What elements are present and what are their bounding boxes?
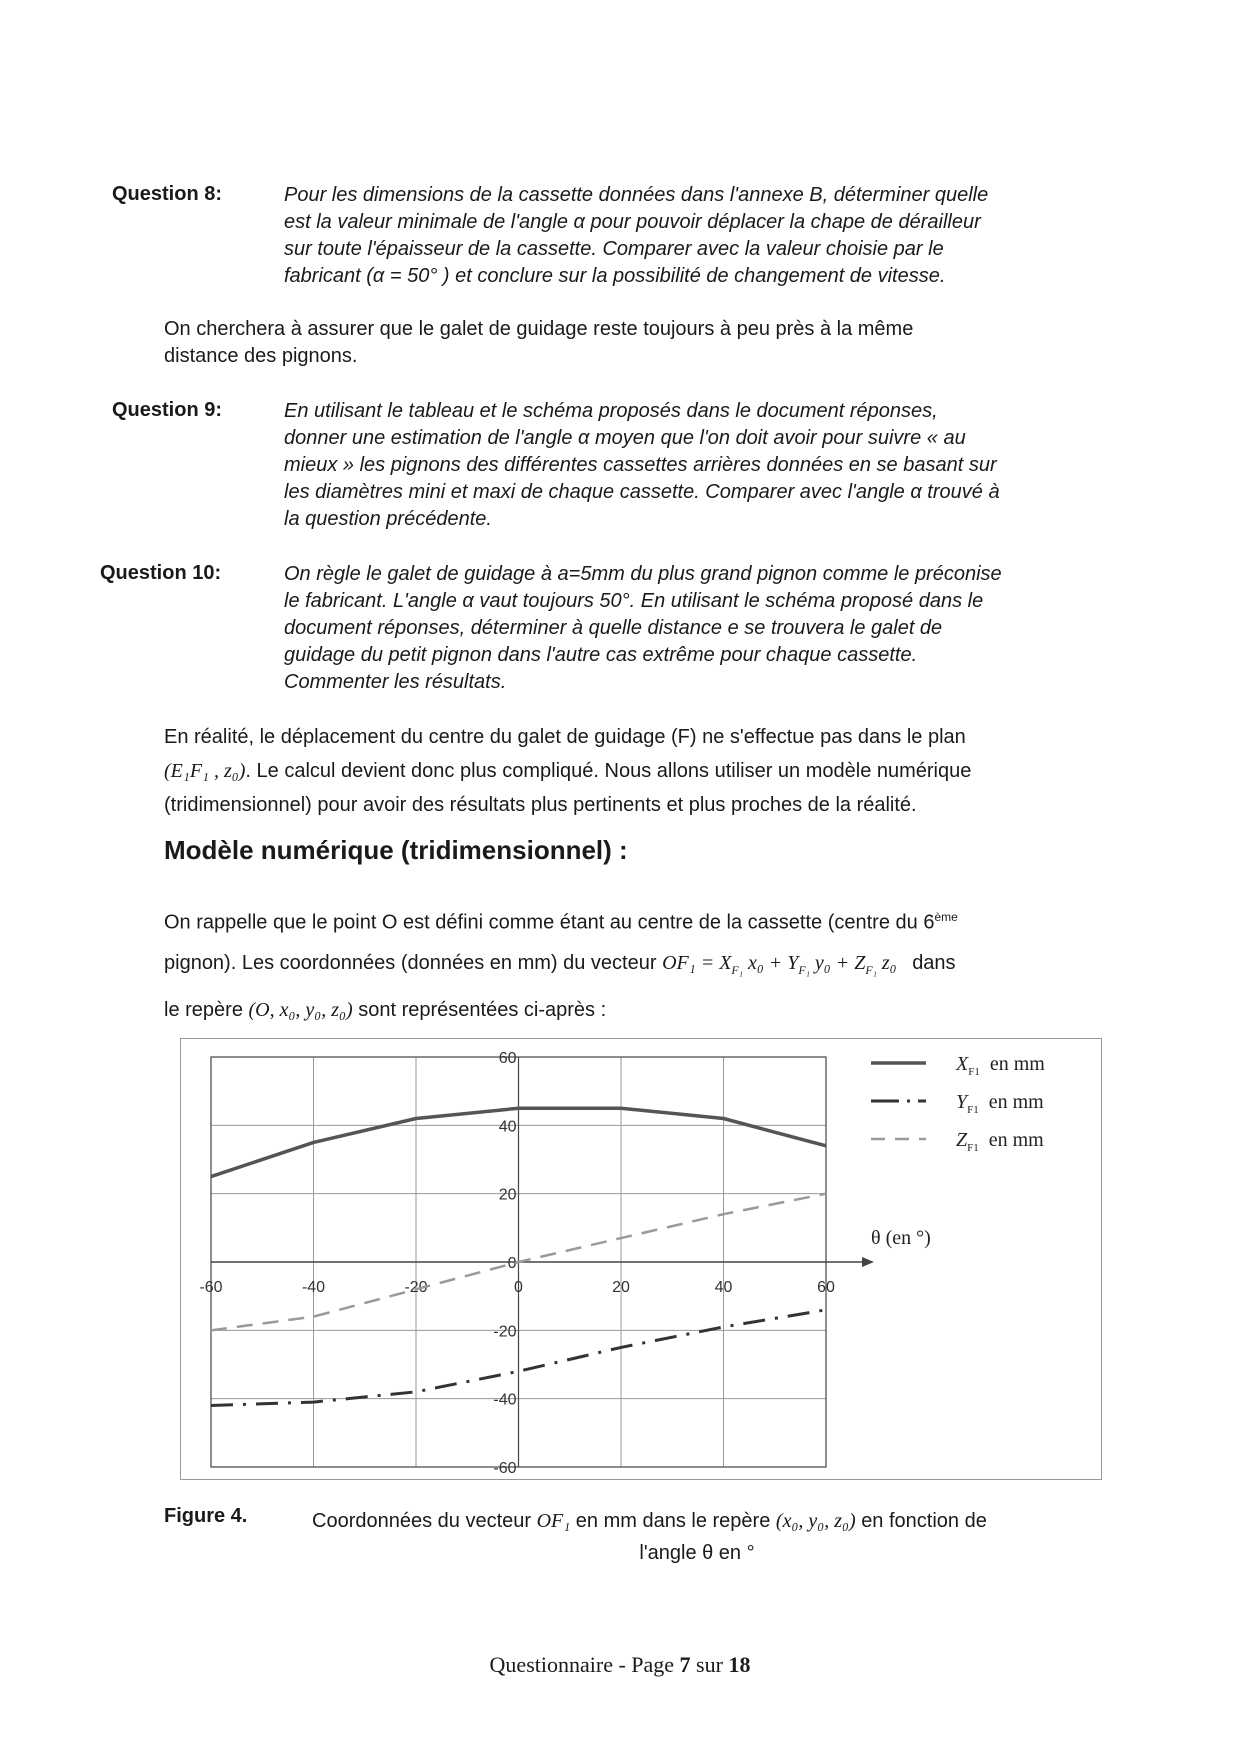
legend-entry: $Y_{F1}$ en mm — [956, 1091, 1044, 1116]
question-8-text — [284, 182, 1114, 290]
model-paragraph — [164, 897, 1124, 1030]
x-tick-label: 40 — [714, 1279, 733, 1296]
caption-text1: Coordonnées du vecteur — [312, 1510, 532, 1532]
y-tick-label: 0 — [507, 1255, 517, 1272]
y-tick-label: -20 — [493, 1323, 517, 1341]
intro-line: distance des pignons. — [164, 345, 358, 367]
question-10-text — [284, 561, 1114, 696]
page-total: 18 — [728, 1652, 751, 1677]
legend-entry: $Z_{F1}$ en mm — [956, 1129, 1044, 1154]
question-9-text — [284, 398, 1114, 533]
caption-line2: l'angle θ en ° — [639, 1542, 755, 1564]
reality-line: En réalité, le déplacement du centre du galet de guidage (F) ne s'effectue pas dans le plan — [164, 726, 966, 748]
intro-paragraph — [164, 316, 1124, 370]
model-line2-text: pignon). Les coordonnées (données en mm) du vecteur — [164, 951, 657, 974]
footer-prefix: Questionnaire - Page — [489, 1652, 680, 1677]
caption-text3: en fonction de — [861, 1510, 987, 1532]
q10-line: document réponses, déterminer à quelle distance e se trouvera le galet de — [284, 617, 943, 639]
q10-line: Commenter les résultats. — [284, 671, 507, 693]
x-tick-label: -60 — [199, 1279, 223, 1296]
x-tick-label: -20 — [404, 1279, 428, 1296]
caption-text2: en mm dans le repère — [575, 1510, 771, 1532]
question-10-label: Question 10: — [100, 562, 222, 584]
y-tick-label: 60 — [498, 1050, 517, 1067]
q10-line: le fabricant. L'angle α vaut toujours 50°. En utilisant le schéma proposé dans le — [284, 590, 984, 612]
page-footer — [0, 1652, 1240, 1678]
model-line2-tail: dans — [912, 951, 956, 974]
x-axis-arrow — [862, 1257, 874, 1267]
caption-frame: (x₀, y₀, z₀) — [775, 1510, 856, 1532]
y-tick-label: 20 — [498, 1186, 517, 1204]
vector-equation-head: OF₁ = X — [662, 951, 732, 974]
q10-line: On règle le galet de guidage à a=5mm du plus grand pignon comme le préconise — [284, 563, 1002, 585]
x-tick-label: 20 — [612, 1279, 630, 1296]
model-line — [164, 990, 1124, 1030]
y-tick-label: -40 — [493, 1391, 517, 1409]
reality-line-text: . Le calcul devient donc plus compliqué. Nous allons utiliser un modèle numérique — [245, 760, 972, 782]
section-title: Modèle numérique (tridimensionnel) : — [164, 835, 628, 865]
chart-svg — [181, 1039, 1101, 1479]
x-tick-label: 60 — [817, 1279, 835, 1296]
reality-line — [164, 754, 1124, 788]
ordinal-sup: ème — [934, 910, 958, 924]
q8-line: est la valeur minimale de l'angle α pour pouvoir déplacer la chape de dérailleur — [284, 211, 981, 233]
q10-line: guidage du petit pignon dans l'autre cas extrême pour chaque cassette. — [284, 644, 918, 666]
caption-vector: OF₁ — [536, 1510, 571, 1532]
plane-notation: (E₁F₁ , z₀) — [164, 760, 246, 782]
figure-caption — [312, 1505, 1122, 1569]
q9-line: mieux » les pignons des différentes cassettes arrières données en se basant sur — [284, 454, 997, 476]
reality-paragraph — [164, 720, 1124, 822]
x-axis-label: θ (en °) — [871, 1227, 931, 1249]
q9-line: En utilisant le tableau et le schéma proposés dans le document réponses, — [284, 400, 938, 422]
q8-line: Pour les dimensions de la cassette données dans l'annexe B, déterminer quelle — [284, 184, 989, 206]
y-tick-label: 40 — [498, 1118, 517, 1136]
vector-equation: $OF_1 = X_{F_1}$ $x_0 + Y_{F_1}$ $y_0 + Z_{F_1}$ z₀ — [662, 951, 897, 977]
q9-line: les diamètres mini et maxi de chaque cassette. Comparer avec l'angle α trouvé à — [284, 481, 1000, 503]
figure-label: Figure 4. — [164, 1505, 248, 1527]
model-line — [164, 943, 1124, 990]
model-line1-text: On rappelle que le point O est défini comme étant au centre de la cassette (centre du 6 — [164, 911, 935, 934]
legend-entry: $X_{F1}$ en mm — [956, 1053, 1045, 1078]
caption-line — [312, 1505, 1122, 1537]
model-line3-text-b: sont représentées ci-après : — [358, 998, 607, 1021]
q9-line: la question précédente. — [284, 508, 492, 530]
q9-line: donner une estimation de l'angle α moyen que l'on doit avoir pour suivre « au — [284, 427, 966, 449]
q8-line: fabricant (α = 50° ) et conclure sur la possibilité de changement de vitesse. — [284, 265, 946, 287]
question-9-label: Question 9: — [112, 399, 223, 421]
reality-line: (tridimensionnel) pour avoir des résultats plus pertinents et plus proches de la réalité. — [164, 794, 917, 816]
intro-line: On cherchera à assurer que le galet de guidage reste toujours à peu près à la même — [164, 318, 914, 340]
model-line — [164, 897, 1124, 943]
y-tick-label: -60 — [493, 1460, 517, 1477]
frame-notation: (O, x₀, y₀, z₀) — [248, 998, 353, 1021]
footer-mid: sur — [690, 1652, 729, 1677]
page-number: 7 — [679, 1652, 691, 1677]
q8-line: sur toute l'épaisseur de la cassette. Comparer avec la valeur choisie par le — [284, 238, 944, 260]
question-8-label: Question 8: — [112, 183, 223, 205]
coordinates-chart — [180, 1038, 1102, 1480]
x-tick-label: 0 — [514, 1279, 523, 1296]
model-line3-text: le repère — [164, 998, 243, 1021]
x-tick-label: -40 — [301, 1279, 326, 1296]
